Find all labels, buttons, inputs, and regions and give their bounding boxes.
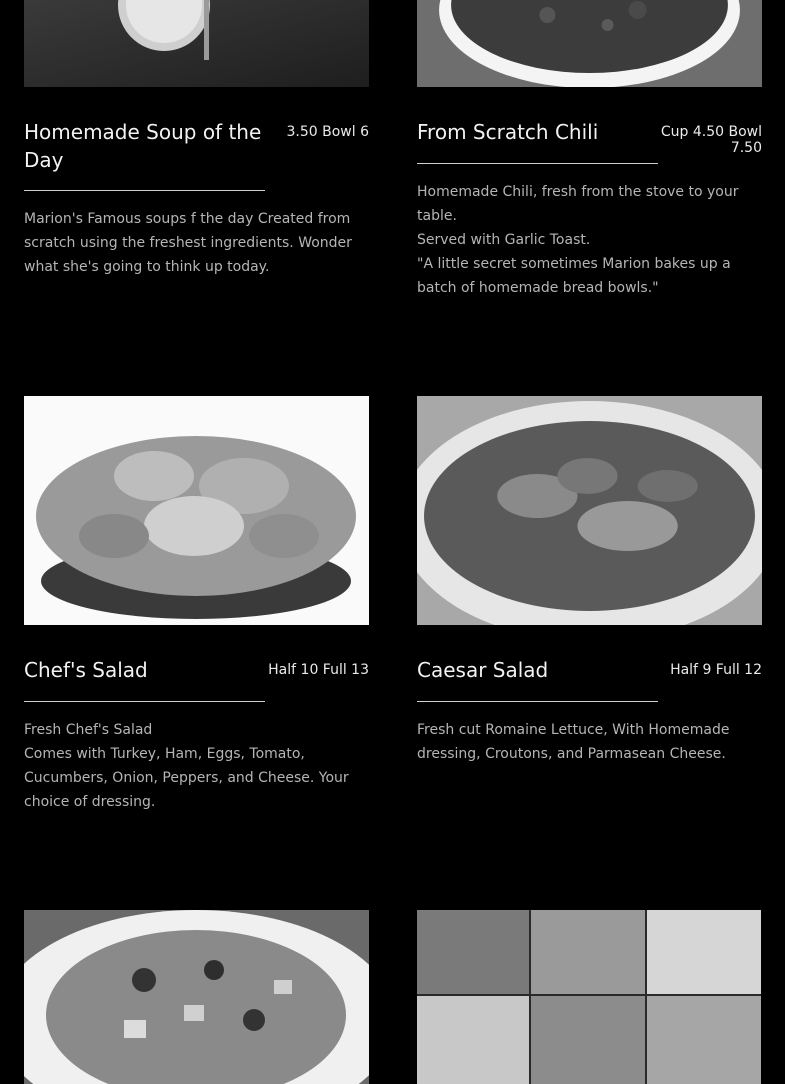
divider (24, 701, 265, 702)
item-price: Cup 4.50 Bowl 7.50 (660, 124, 762, 156)
item-price: Half 10 Full 13 (268, 662, 369, 678)
item-title: Caesar Salad (417, 658, 549, 682)
item-price: 3.50 Bowl 6 (286, 124, 369, 140)
caesar-salad-photo (417, 396, 762, 625)
soup-photo (24, 0, 369, 87)
divider (24, 190, 265, 191)
chefs-salad-photo (24, 396, 369, 625)
item-title: From Scratch Chili (417, 120, 599, 144)
item-price: Half 9 Full 12 (670, 662, 762, 678)
description-line: "A little secret sometimes Marion bakes up a batch of homemade bread bowls." (417, 256, 731, 296)
item-title: Chef's Salad (24, 658, 148, 682)
description-line: Marion's Famous soups f the day Created from scratch using the freshest ingredients. Wonder what she's going to think up today. (24, 211, 352, 275)
divider (417, 701, 658, 702)
description-line: Homemade Chili, fresh from the stove to your table. (417, 184, 739, 224)
divider (417, 163, 658, 164)
item-description (417, 180, 757, 300)
description-line: Fresh cut Romaine Lettuce, With Homemade dressing, Croutons, and Parmasean Cheese. (417, 722, 730, 762)
description-line: Served with Garlic Toast. (417, 232, 591, 248)
item-description (24, 207, 364, 279)
chili-photo (417, 0, 762, 87)
greek-salad-photo (24, 910, 369, 1084)
item-description (24, 718, 364, 814)
item-title: Homemade Soup of the Day (24, 120, 262, 172)
description-line: Comes with Turkey, Ham, Eggs, Tomato, Cucumbers, Onion, Peppers, and Cheese. Your choice of dressing. (24, 746, 349, 810)
description-line: Fresh Chef's Salad (24, 722, 153, 738)
platter-photo (417, 910, 761, 1084)
item-description (417, 718, 757, 766)
